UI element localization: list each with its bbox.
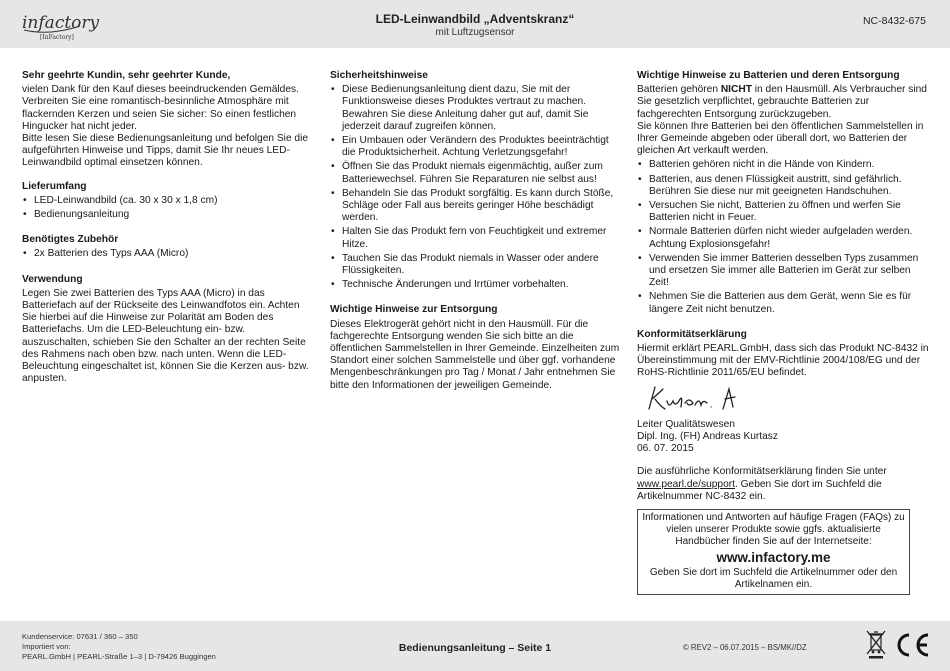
logo-subtext: [InFactory]	[40, 34, 74, 41]
list-item: • LED-Leinwandbild (ca. 30 x 30 x 1,8 cm)	[34, 195, 314, 207]
handwritten-signature	[643, 383, 753, 413]
disposal-paragraph: Dieses Elektrogerät gehört nicht in den Hausmüll. Für die fachgerechte Entsorgung wenden Sie sich bitte an die öffentlichen Sammelstellen in Ihrer Gemeinde. Einzelheiten zum Standort einer solchen Sammelstelle und über ggf. vorhandene Mengenbeschränkungen pro Tag / Monat / Jahr entnehmen Sie bitte den Informationen der jeweiligen Gemeinde.	[330, 318, 620, 391]
page-label: Bedienungsanleitung – Seite 1	[398, 642, 552, 654]
page-header	[0, 0, 950, 48]
disposal-heading: Wichtige Hinweise zur Entsorgung	[330, 304, 498, 316]
greeting-heading: Sehr geehrte Kundin, sehr geehrter Kunde,	[22, 70, 231, 81]
list-item: • Halten Sie das Produkt fern von Feuchtigkeit und extremer Hitze.	[342, 226, 622, 250]
usage-heading: Verwendung	[22, 273, 83, 285]
safety-heading: Sicherheitshinweise	[330, 70, 428, 81]
scope-list	[22, 195, 314, 221]
document-subtitle: mit Luftzugsensor	[435, 27, 515, 38]
logo-wordmark: infactory	[22, 13, 100, 33]
list-item: • Batterien, aus denen Flüssigkeit austritt, sind gefährlich. Berühren Sie diese nur mit geeigneten Handschuhen.	[649, 174, 929, 198]
signer-name: Dipl. Ing. (FH) Andreas Kurtasz	[637, 431, 778, 443]
list-item: • 2x Batterien des Typs AAA (Micro)	[34, 248, 314, 260]
signer-role: Leiter Qualitätswesen	[637, 418, 735, 430]
infactory-logo	[20, 8, 100, 44]
column-right	[637, 70, 929, 503]
page-footer	[0, 621, 950, 671]
accessories-list	[22, 248, 314, 260]
article-number: NC-8432-675	[862, 15, 926, 27]
infactory-website-link[interactable]: www.infactory.me	[716, 550, 831, 565]
accessories-heading: Benötigtes Zubehör	[22, 234, 119, 246]
signer-date: 06. 07. 2015	[637, 443, 694, 455]
list-item: • Technische Änderungen und Irrtümer vorbehalten.	[342, 279, 622, 291]
importer-label: Importiert von:	[22, 641, 71, 651]
document-title: LED-Leinwandbild „Adventskranz“	[375, 12, 575, 26]
battery-paragraph-1: Batterien gehören NICHT in den Hausmüll. Als Verbraucher sind Sie gesetzlich verpflichtet, gebrauchte Batterien zur fachgerechten Entsorgung zurückzugeben.	[637, 84, 927, 120]
battery-heading: Wichtige Hinweise zu Batterien und deren Entsorgung	[637, 70, 900, 81]
revision-info: © REV2 – 06.07.2015 – BS/MK//DZ	[683, 643, 807, 652]
logo-graphic	[20, 8, 100, 44]
usage-paragraph: Legen Sie zwei Batterien des Typs AAA (Micro) in das Batteriefach auf der Rückseite des Leinwandfotos ein. Achten Sie hierbei auf die Hinweise zur Polarität am Boden des Batteriefachs. Um die LED-Beleuchtung ein- bzw. auszuschalten, schieben Sie den Schalter an der rechten Seite des Rahmens nach oben bzw. nach unten. Wenn die LED-Beleuchtung eingeschaltet ist, können Sie die Kerzen aus- bzw. anpusten.	[22, 287, 309, 385]
infobox-text: Informationen und Antworten auf häufige Fragen (FAQs) zu vielen unserer Produkte sowie ggfs. aktualisierte Handbücher finden Sie auf der Internetseite:	[642, 512, 905, 547]
crossed-bin-icon	[866, 629, 886, 659]
customer-service: Kundenservice: 07631 / 360 – 350	[22, 632, 138, 641]
full-declaration-paragraph: Die ausführliche Konformitätserklärung finden Sie unter www.pearl.de/support. Geben Sie dort im Suchfeld die Artikelnummer NC-8432 ein.	[637, 466, 887, 502]
battery-list	[637, 159, 929, 315]
list-item: • Verwenden Sie immer Batterien desselben Typs zusammen und ersetzen Sie immer alle Batterien im Gerät zur selben Zeit!	[649, 253, 929, 290]
list-item: • Versuchen Sie nicht, Batterien zu öffnen und werfen Sie Batterien nicht in Feuer.	[649, 200, 929, 224]
conformity-heading: Konformitätserklärung	[637, 328, 747, 340]
battery-paragraph-2: Sie können Ihre Batterien bei den öffentlichen Sammelstellen in Ihrer Gemeinde abgeben oder überall dort, wo Batterien der gleichen Art verkauft werden.	[637, 120, 924, 157]
footer-contact	[22, 632, 216, 661]
intro-paragraph-2: Bitte lesen Sie diese Bedienungsanleitung und befolgen Sie die aufgeführten Hinweise und Tipps, damit Sie Ihr neues LED-Leinwandbild optimal einsetzen können.	[22, 133, 309, 169]
list-item: • Öffnen Sie das Produkt niemals eigenmächtig, außer zum Batteriewechsel. Führen Sie Reparaturen nie selbst aus!	[342, 161, 622, 185]
list-item: • Normale Batterien dürfen nicht wieder aufgeladen werden. Achtung Explosionsgefahr!	[649, 226, 929, 250]
infobox-text-2: Geben Sie dort im Suchfeld die Artikelnummer oder den Artikelnamen ein.	[649, 567, 898, 590]
column-middle	[330, 70, 622, 392]
faq-info-box	[637, 509, 910, 595]
intro-paragraph-1: vielen Dank für den Kauf dieses beeindruckenden Gemäldes. Verbreiten Sie eine romantisch-besinnliche Atmosphäre mit flackernden Kerzen und seien Sie sicher: So einen festlichen Hingucker hat nicht jeder.	[22, 84, 299, 132]
list-item: • Bedienungsanleitung	[34, 209, 314, 221]
safety-list	[330, 84, 622, 291]
ce-mark-icon	[893, 632, 931, 658]
scope-heading: Lieferumfang	[22, 180, 87, 192]
list-item: • Behandeln Sie das Produkt sorgfältig. Es kann durch Stöße, Schläge oder Fall aus bereits geringer Höhe beschädigt werden.	[342, 188, 622, 225]
emphasis-nicht: NICHT	[720, 84, 752, 96]
list-item: • Batterien gehören nicht in die Hände von Kindern.	[649, 159, 929, 171]
importer-address: PEARL.GmbH | PEARL-Straße 1–3 | D-79426 Buggingen	[22, 651, 216, 661]
support-link[interactable]: www.pearl.de/support	[637, 478, 735, 490]
list-item: • Tauchen Sie das Produkt niemals in Wasser oder andere Flüssigkeiten.	[342, 253, 622, 277]
list-item: • Ein Umbauen oder Verändern des Produktes beeinträchtigt die Produktsicherheit. Achtung Verletzungsgefahr!	[342, 135, 622, 159]
list-item: • Nehmen Sie die Batterien aus dem Gerät, wenn Sie es für längere Zeit nicht benutzen.	[649, 291, 929, 315]
list-item: • Diese Bedienungsanleitung dient dazu, Sie mit der Funktionsweise dieses Produktes vertraut zu machen. Bewahren Sie diese Anleitung daher gut auf, damit Sie jederzeit darauf zugreifen können.	[342, 84, 622, 133]
conformity-paragraph: Hiermit erklärt PEARL.GmbH, dass sich das Produkt NC-8432 in Übereinstimmung mit der EMV-Richtlinie 2004/108/EG und der RoHS-Richtlinie 2011/65/EU befindet.	[637, 343, 929, 379]
column-left	[22, 70, 314, 385]
